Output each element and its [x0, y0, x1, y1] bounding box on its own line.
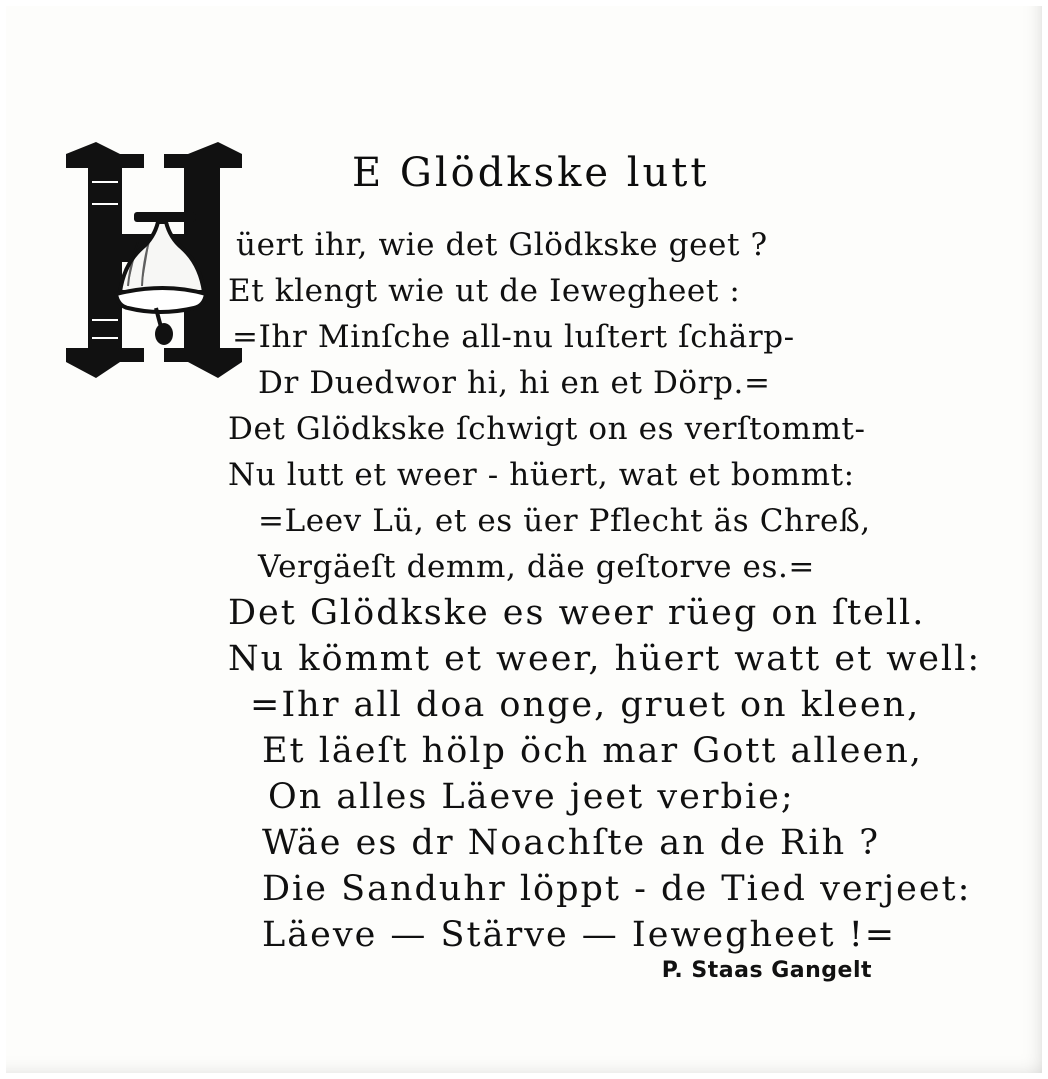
- poem-body: [0, 222, 1048, 958]
- poem-line: Nu lutt et weer - hüert, wat et bommt:: [228, 457, 855, 493]
- poem-line: =Ihr all doa onge, gruet on kleen,: [250, 685, 921, 725]
- poem-line: On alles Läeve jeet verbie;: [268, 777, 795, 817]
- poem-title: E Glödkske lutt: [352, 150, 710, 196]
- poem-line: Det Glödkske es weer rüeg on ſtell.: [228, 593, 926, 633]
- poem-line: Et klengt wie ut de Iewegheet :: [228, 273, 741, 309]
- poem-line: Wäe es dr Noachſte an de Rih ?: [262, 823, 881, 863]
- poem-line: Et läeſt hölp öch mar Gott alleen,: [262, 731, 923, 771]
- poem-line: Die Sanduhr löppt - de Tied verjeet:: [262, 869, 972, 909]
- poem-line: Nu kömmt et weer, hüert watt et well:: [228, 639, 982, 679]
- poem-line: =Ihr Minſche all-nu luſtert ſchärp-: [232, 319, 795, 355]
- poem-line: üert ihr, wie det Glödkske geet ?: [236, 227, 768, 263]
- poem-line: Det Glödkske ſchwigt on es verſtommt-: [228, 411, 866, 447]
- poem-line: Läeve — Stärve — Iewegheet !=: [262, 915, 897, 955]
- poem-attribution: P. Staas Gangelt: [661, 958, 872, 983]
- poem-line: Vergäeſt demm, däe geſtorve es.=: [258, 549, 815, 585]
- poem-line: Dr Duedwor hi, hi en et Dörp.=: [258, 365, 771, 401]
- poem-line: =Leev Lü, et es üer Pflecht äs Chreß,: [258, 503, 871, 539]
